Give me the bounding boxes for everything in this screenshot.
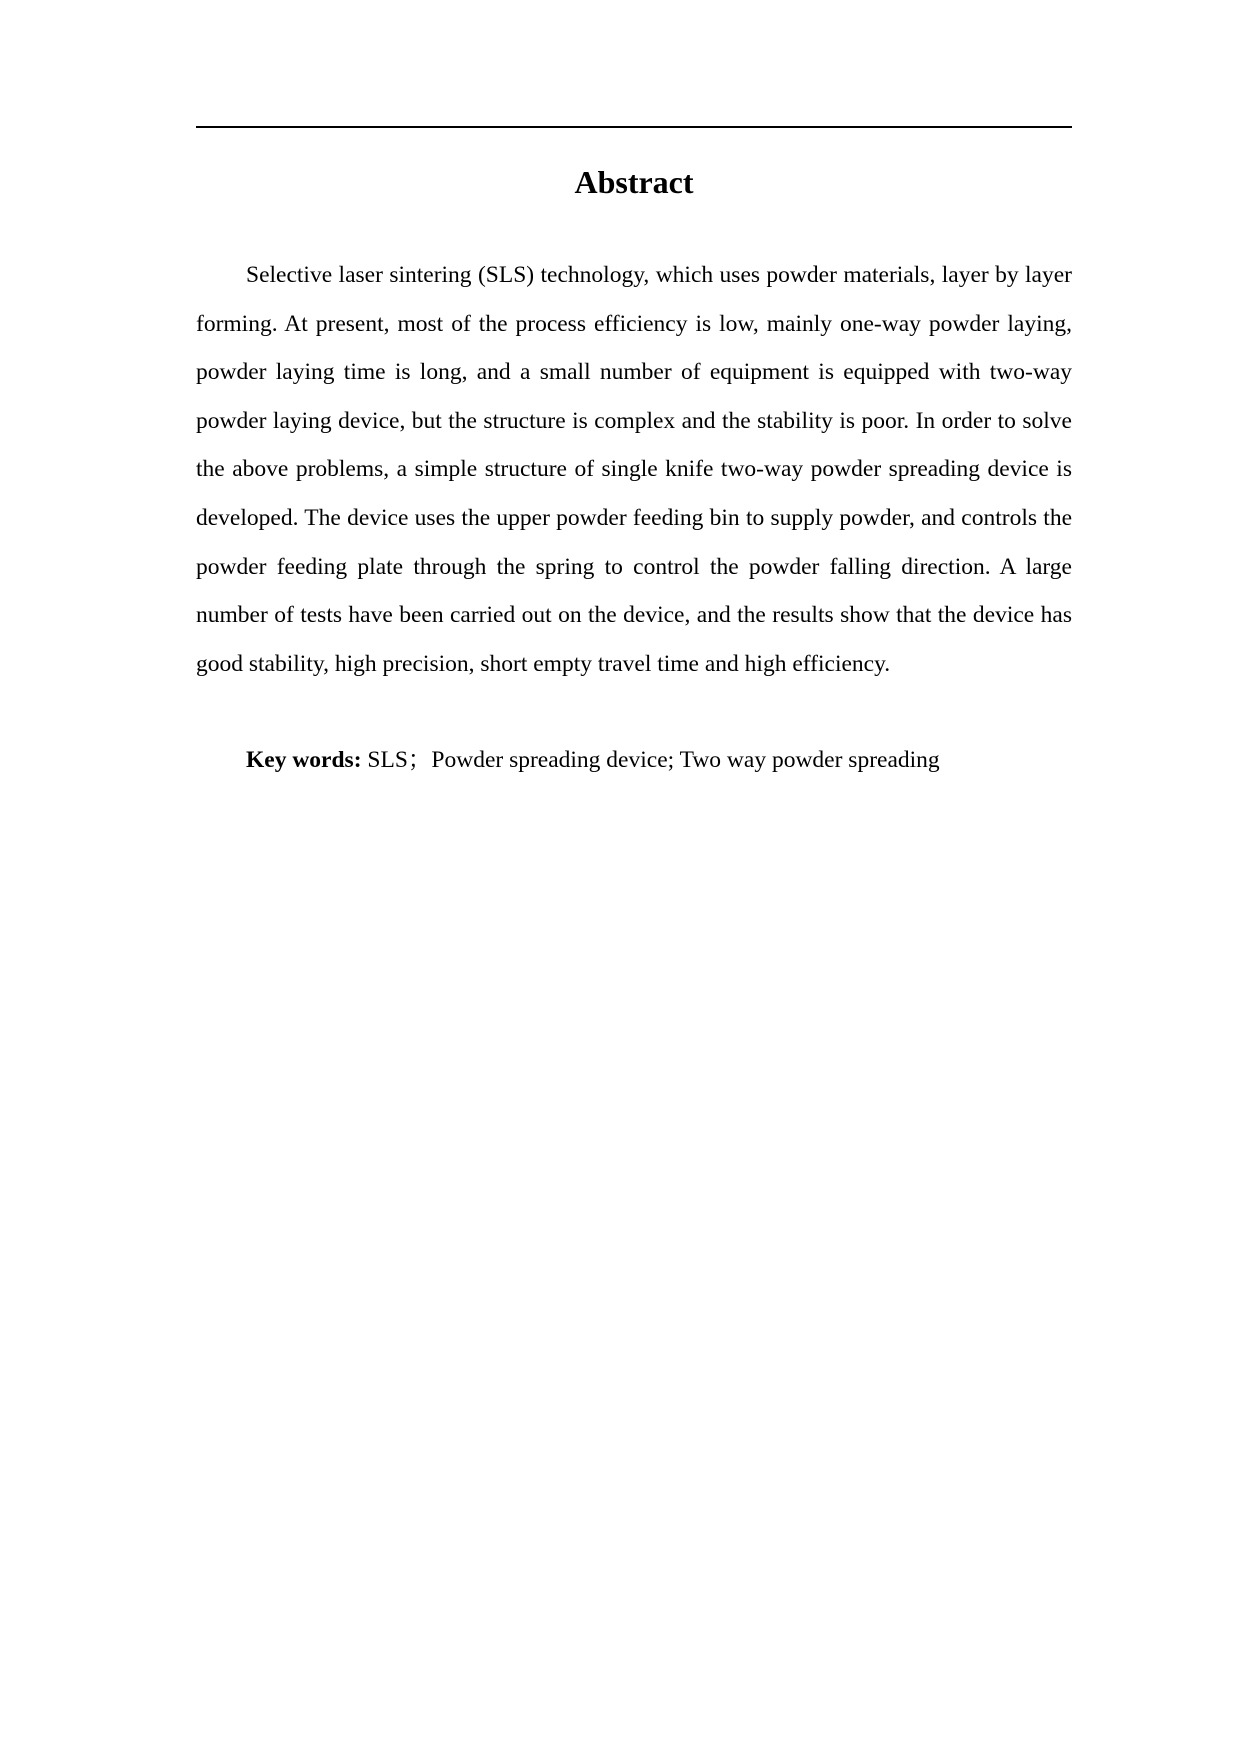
abstract-body: Selective laser sintering (SLS) technology, which uses powder materials, layer by layer forming. At present, most of the process efficiency is low, mainly one-way powder laying, powder laying time is long, and a small number of equipment is equipped with two-way powder laying device, but the structure is complex and the stability is poor. In order to solve the above problems, a simple structure of single knife two-way powder spreading device is developed. The device uses the upper powder feeding bin to supply powder, and controls the powder feeding plate through the spring to control the powder falling direction. A large number of tests have been carried out on the device, and the results show that the device has good stability, high precision, short empty travel time and high efficiency.	[196, 262, 1072, 677]
keywords-text: SLS；Powder spreading device; Two way powder spreading	[361, 747, 940, 773]
keywords-label: Key words:	[246, 747, 362, 773]
keywords-line	[196, 736, 1072, 785]
header-rule	[196, 126, 1072, 128]
page-title: Abstract	[574, 164, 694, 200]
